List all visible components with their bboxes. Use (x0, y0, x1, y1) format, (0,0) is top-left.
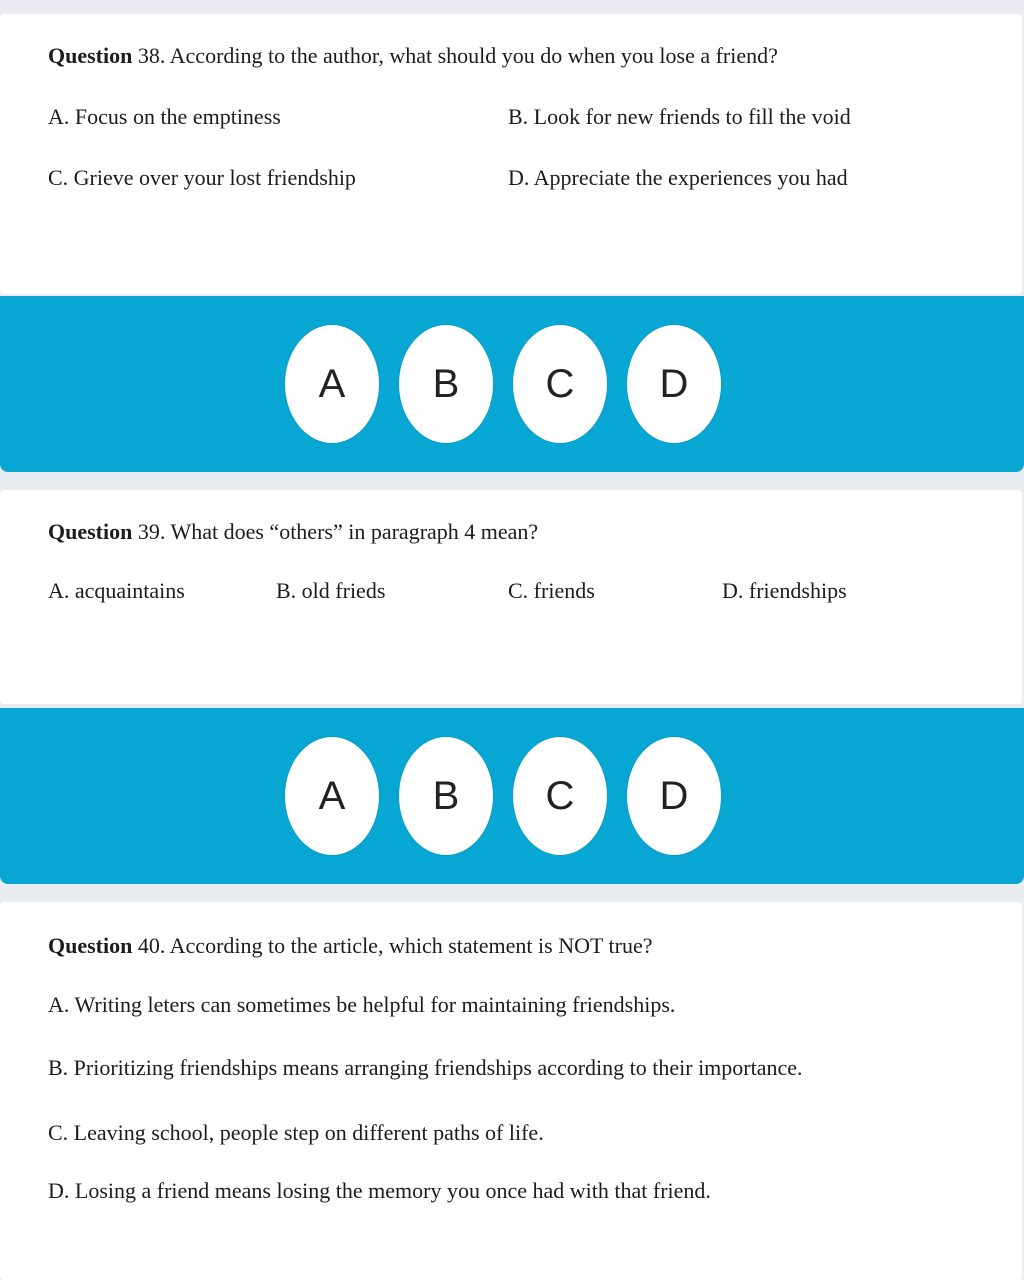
answer-bar-38 (0, 296, 1024, 472)
question-40-option-b: B. Prioritizing friendships means arranging friendships according to their importance. (48, 1055, 803, 1080)
answer-bar-39 (0, 708, 1024, 884)
question-38-option-d: D. Appreciate the experiences you had (508, 165, 848, 190)
answer-39-choice-d[interactable]: D (627, 737, 721, 855)
question-39-option-b: B. old frieds (276, 578, 386, 603)
question-40-option-a: A. Writing leters can sometimes be helpful for maintaining friendships. (48, 992, 676, 1017)
answer-38-choice-b[interactable]: B (399, 325, 493, 443)
question-39-option-c: C. friends (508, 578, 595, 603)
answer-choices-39 (283, 737, 723, 855)
answer-38-choice-d[interactable]: D (627, 325, 721, 443)
question-38-label: Question (48, 43, 133, 68)
question-40-option-c: C. Leaving school, people step on different paths of life. (48, 1120, 544, 1145)
question-40-text: 40. According to the article, which statement is NOT true? (132, 933, 653, 958)
question-40-title (48, 932, 652, 960)
question-39-text: 39. What does “others” in paragraph 4 mean? (132, 519, 539, 544)
answer-38-choice-c[interactable]: C (513, 325, 607, 443)
question-38-title (48, 42, 778, 70)
question-38-text: 38. According to the author, what should you do when you lose a friend? (132, 43, 778, 68)
question-40-card (0, 902, 1022, 1280)
answer-39-choice-b[interactable]: B (399, 737, 493, 855)
question-39-card (0, 490, 1022, 704)
question-38-option-b: B. Look for new friends to fill the void (508, 104, 851, 129)
question-39-option-d: D. friendships (722, 578, 847, 603)
question-39-label: Question (48, 519, 133, 544)
answer-39-choice-a[interactable]: A (285, 737, 379, 855)
answer-choices-38 (283, 325, 723, 443)
question-38-option-c: C. Grieve over your lost friendship (48, 165, 356, 190)
answer-39-choice-c[interactable]: C (513, 737, 607, 855)
question-40-label: Question (48, 933, 133, 958)
answer-38-choice-a[interactable]: A (285, 325, 379, 443)
question-40-option-d: D. Losing a friend means losing the memory you once had with that friend. (48, 1178, 711, 1203)
question-38-card (0, 14, 1022, 294)
question-38-option-a: A. Focus on the emptiness (48, 104, 281, 129)
question-39-option-a: A. acquaintains (48, 578, 185, 603)
question-39-title (48, 518, 538, 546)
